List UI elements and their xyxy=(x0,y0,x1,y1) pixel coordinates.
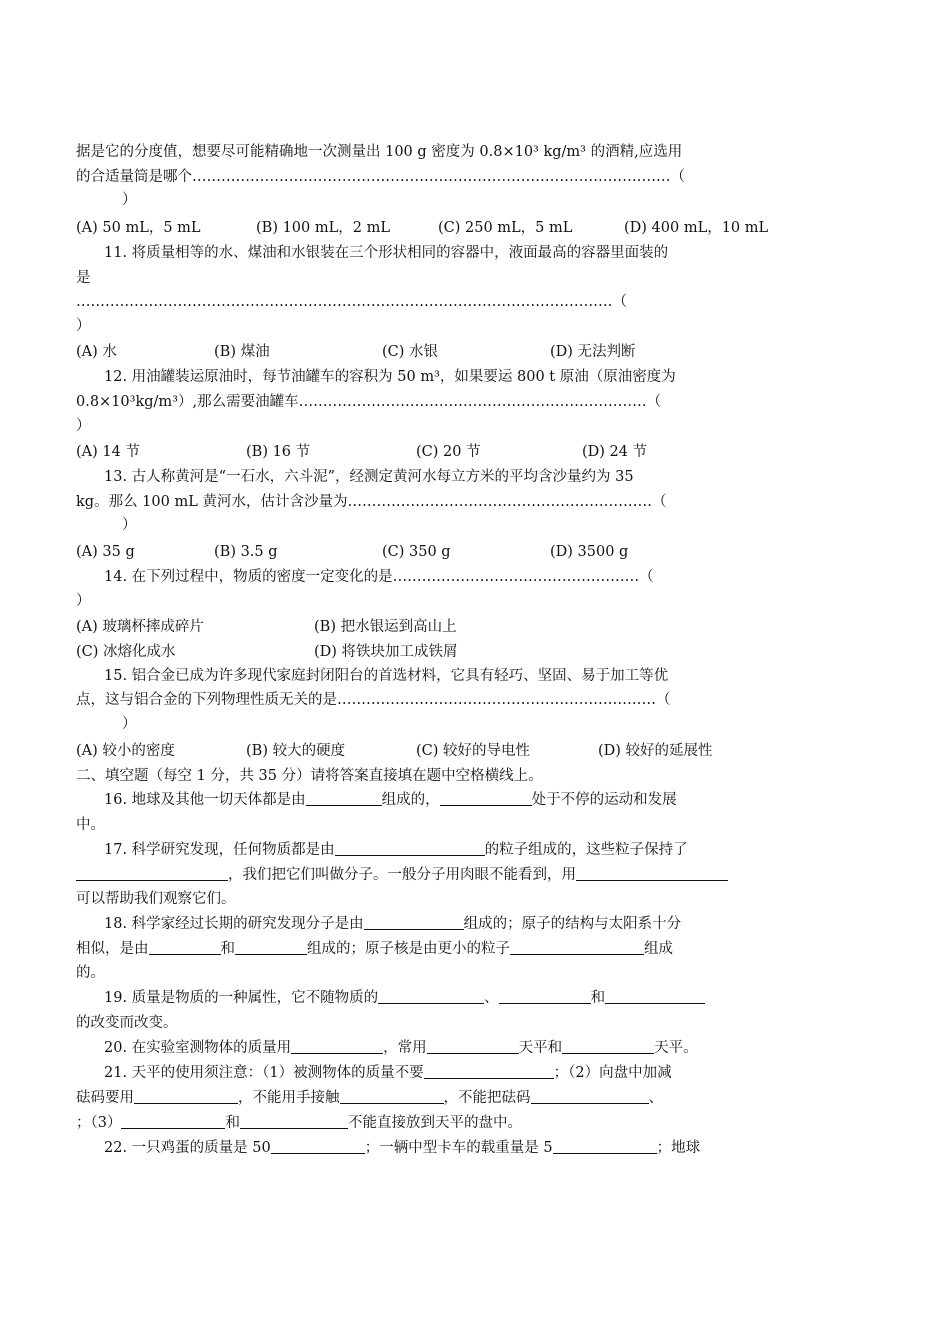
q21-text-g: ；（3） xyxy=(76,1115,122,1131)
q10-option-b: (B) 100 mL，2 mL xyxy=(256,220,390,236)
q20-text-c: 天平和 xyxy=(518,1040,563,1056)
q19-text-c: 和 xyxy=(590,990,606,1006)
q20-blank-3[interactable] xyxy=(562,1039,654,1054)
q17-text-b: 的粒子组成的，这些粒子保持了 xyxy=(484,842,688,858)
q17-text-a: 17. 科学研究发现，任何物质都是由 xyxy=(104,842,335,858)
q13-paren: ） xyxy=(122,517,137,533)
q11-option-a: (A) 水 xyxy=(76,344,117,360)
q21-text-b: ；（2）向盘中加减 xyxy=(553,1065,672,1081)
q18-blank-3[interactable] xyxy=(235,940,307,955)
q22-text-b: ；一辆中型卡车的载重量是 5 xyxy=(364,1140,553,1156)
q17-blank-2[interactable] xyxy=(76,866,228,881)
q21-line2 xyxy=(76,1088,780,1108)
q21-text-e: ，不能把砝码 xyxy=(443,1090,531,1106)
q18-line3: 的。 xyxy=(76,965,105,981)
q11-paren: ） xyxy=(76,318,91,334)
q18-text-a: 18. 科学家经过长期的研究发现分子是由 xyxy=(104,916,364,932)
q13-option-a: (A) 35 g xyxy=(76,544,135,560)
q22-blank-1[interactable] xyxy=(271,1139,365,1154)
q15-line2: 点，这与铝合金的下列物理性质无关的是…………………………………………………………（ xyxy=(76,692,671,708)
q22-blank-2[interactable] xyxy=(553,1139,657,1154)
q21-text-f: 、 xyxy=(648,1090,663,1106)
q18-line2 xyxy=(76,939,780,959)
q14-paren: ） xyxy=(76,593,91,609)
section-2-heading: 二、填空题（每空 1 分，共 35 分）请将答案直接填在题中空格横线上。 xyxy=(76,768,543,784)
q16-text-b: 组成的， xyxy=(381,792,440,808)
q17-text-c: ，我们把它们叫做分子。一般分子用肉眼不能看到，用 xyxy=(228,867,576,883)
q11-option-d: (D) 无法判断 xyxy=(550,344,636,360)
q22-text-c: ；地球 xyxy=(656,1140,701,1156)
q16-blank-2[interactable] xyxy=(440,791,532,806)
q15-option-b: (B) 较大的硬度 xyxy=(246,743,346,759)
q10-option-d: (D) 400 mL，10 mL xyxy=(624,220,769,236)
q11-line3: …………………………………………………………………………………………………（ xyxy=(76,294,627,310)
q15-line1: 15. 铝合金已成为许多现代家庭封闭阳台的首选材料，它具有轻巧、坚固、易于加工等优 xyxy=(104,668,669,684)
q10-line2: 的合适量筒是哪个………………………………………………………………………………………（ xyxy=(76,169,685,185)
q19-text-b: 、 xyxy=(484,990,499,1006)
q21-line3 xyxy=(76,1113,780,1133)
q14-option-c: (C) 冰熔化成水 xyxy=(76,644,176,660)
q16-text-c: 处于不停的运动和发展 xyxy=(531,792,677,808)
q11-line2: 是 xyxy=(76,270,91,286)
q19-blank-3[interactable] xyxy=(605,989,705,1004)
q16-line2: 中。 xyxy=(76,817,105,833)
q10-option-a: (A) 50 mL，5 mL xyxy=(76,220,201,236)
q11-option-c: (C) 水银 xyxy=(382,344,439,360)
q21-text-h: 和 xyxy=(225,1115,240,1131)
q16-line1 xyxy=(104,790,780,810)
q17-line1 xyxy=(104,840,780,860)
q21-text-c: 砝码要用 xyxy=(76,1090,134,1106)
q17-blank-3[interactable] xyxy=(576,866,728,881)
q10-option-c: (C) 250 mL，5 mL xyxy=(438,220,573,236)
q20-text-a: 20. 在实验室测物体的质量用 xyxy=(104,1040,292,1056)
q10-line1: 据是它的分度值，想要尽可能精确地一次测量出 100 g 密度为 0.8×10³ kg/m³ 的酒精,应选用 xyxy=(76,144,683,160)
q19-line2: 的改变而改变。 xyxy=(76,1015,178,1031)
q18-text-e: 组成的；原子核是由更小的粒子 xyxy=(307,941,510,957)
q11-option-b: (B) 煤油 xyxy=(214,344,270,360)
q13-line1: 13. 古人称黄河是“一石水，六斗泥”，经测定黄河水每立方米的平均含沙量约为 35 xyxy=(104,469,634,485)
q12-paren: ） xyxy=(76,418,91,434)
q18-text-f: 组成 xyxy=(644,941,673,957)
q21-blank-6[interactable] xyxy=(240,1114,348,1129)
q14-option-a: (A) 玻璃杯摔成碎片 xyxy=(76,619,204,635)
q12-option-c: (C) 20 节 xyxy=(416,444,481,460)
q19-text-a: 19. 质量是物质的一种属性，它不随物质的 xyxy=(104,990,379,1006)
q14-option-b: (B) 把水银运到高山上 xyxy=(314,619,457,635)
q17-line3: 可以帮助我们观察它们。 xyxy=(76,891,236,907)
q18-blank-1[interactable] xyxy=(364,915,464,930)
q16-text-a: 16. 地球及其他一切天体都是由 xyxy=(104,792,306,808)
q21-blank-1[interactable] xyxy=(424,1064,554,1079)
q17-blank-1[interactable] xyxy=(335,841,485,856)
q18-blank-4[interactable] xyxy=(510,940,644,955)
q21-line1 xyxy=(104,1063,780,1083)
q18-text-c: 相似，是由 xyxy=(76,941,149,957)
q17-line2 xyxy=(76,865,780,885)
q14-line1: 14. 在下列过程中，物质的密度一定变化的是……………………………………………（ xyxy=(104,569,654,585)
q14-option-d: (D) 将铁块加工成铁屑 xyxy=(314,644,458,660)
q21-blank-3[interactable] xyxy=(340,1089,444,1104)
q19-blank-1[interactable] xyxy=(378,989,484,1004)
q20-text-b: ，常用 xyxy=(383,1040,427,1056)
q12-option-d: (D) 24 节 xyxy=(582,444,648,460)
q15-option-c: (C) 较好的导电性 xyxy=(416,743,531,759)
q21-text-a: 21. 天平的使用须注意：（1）被测物体的质量不要 xyxy=(104,1065,424,1081)
q20-line1 xyxy=(104,1038,780,1058)
q20-blank-1[interactable] xyxy=(291,1039,383,1054)
q19-blank-2[interactable] xyxy=(499,989,591,1004)
q13-option-d: (D) 3500 g xyxy=(550,544,629,560)
q12-option-b: (B) 16 节 xyxy=(246,444,311,460)
q10-paren: ） xyxy=(122,192,137,208)
q21-blank-2[interactable] xyxy=(134,1089,238,1104)
q18-blank-2[interactable] xyxy=(149,940,221,955)
q18-line1 xyxy=(104,914,780,934)
q18-text-b: 组成的；原子的结构与太阳系十分 xyxy=(463,916,682,932)
q15-option-d: (D) 较好的延展性 xyxy=(598,743,713,759)
q21-text-d: ，不能用手接触 xyxy=(238,1090,340,1106)
q12-line1: 12. 用油罐装运原油时，每节油罐车的容积为 50 m³，如果要运 800 t 原油（原油密度为 xyxy=(104,369,676,385)
q20-text-d: 天平。 xyxy=(654,1040,698,1056)
q16-blank-1[interactable] xyxy=(306,791,382,806)
q13-option-b: (B) 3.5 g xyxy=(214,544,278,560)
q21-text-i: 不能直接放到天平的盘中。 xyxy=(347,1115,522,1131)
q15-option-a: (A) 较小的密度 xyxy=(76,743,175,759)
q21-blank-4[interactable] xyxy=(531,1089,649,1104)
q13-line2: kg。那么 100 mL 黄河水，估计含沙量为………………………………………………………（ xyxy=(76,494,667,510)
q13-option-c: (C) 350 g xyxy=(382,544,451,560)
q11-line1: 11. 将质量相等的水、煤油和水银装在三个形状相同的容器中，液面最高的容器里面装的 xyxy=(104,245,669,261)
q18-text-d: 和 xyxy=(220,941,235,957)
q12-line2: 0.8×10³kg/m³）,那么需要油罐车………………………………………………………………（ xyxy=(76,394,662,410)
q22-line1 xyxy=(104,1138,780,1158)
q15-paren: ） xyxy=(122,716,137,732)
q20-blank-2[interactable] xyxy=(427,1039,519,1054)
q19-line1 xyxy=(104,988,780,1008)
q12-option-a: (A) 14 节 xyxy=(76,444,140,460)
q22-text-a: 22. 一只鸡蛋的质量是 50 xyxy=(104,1140,271,1156)
q21-blank-5[interactable] xyxy=(121,1114,225,1129)
